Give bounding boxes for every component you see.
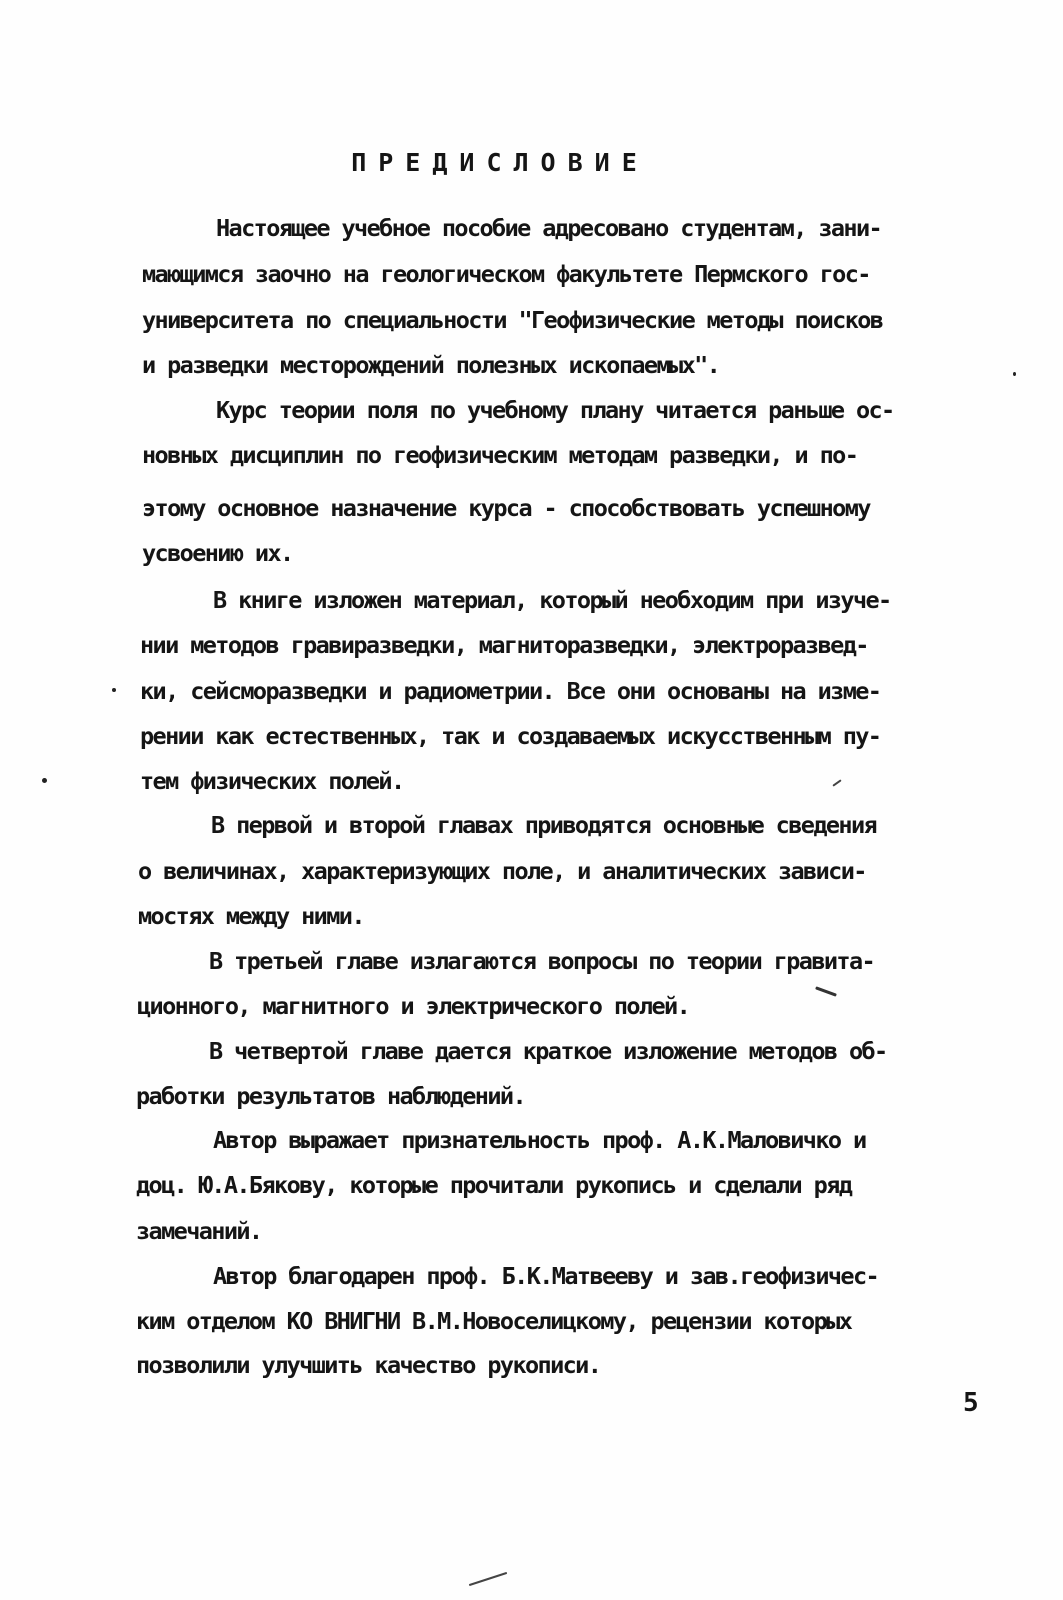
scan-speck <box>112 688 116 692</box>
scan-speck <box>469 1572 508 1586</box>
text-line: замечаний. <box>136 1217 262 1245</box>
text-line: ционного, магнитного и электрического полей. <box>137 992 690 1020</box>
text-line: тем физических полей. <box>140 767 404 795</box>
text-line: мающимся заочно на геологическом факультете Пермского гос- <box>142 260 870 288</box>
text-line: В книге изложен материал, который необходим при изуче- <box>213 586 891 614</box>
text-line: Автор выражает признательность проф. А.К.Маловичко и <box>213 1126 866 1154</box>
scan-speck <box>815 986 837 996</box>
scan-speck <box>1013 372 1016 376</box>
scan-speck <box>42 778 47 783</box>
text-line: В первой и второй главах приводятся основные сведения <box>211 811 877 839</box>
text-line: В четвертой главе дается краткое изложение методов об- <box>209 1037 887 1065</box>
page-title: ПРЕДИСЛОВИЕ <box>351 148 649 177</box>
text-line: доц. Ю.А.Бякову, которые прочитали рукопись и сделали ряд <box>136 1171 852 1199</box>
text-line: ки, сейсморазведки и радиометрии. Все они основаны на изме- <box>140 677 881 705</box>
text-line: Курс теории поля по учебному плану читается раньше ос- <box>216 396 894 424</box>
text-line: о величинах, характеризующих поле, и аналитических зависи- <box>138 857 866 885</box>
text-line: позволили улучшить качество рукописи. <box>136 1351 601 1379</box>
text-line: В третьей главе излагаются вопросы по теории гравита- <box>209 947 875 975</box>
text-line: новных дисциплин по геофизическим методам разведки, и по- <box>142 441 858 469</box>
scan-speck <box>832 779 841 786</box>
text-line: этому основное назначение курса - способствовать успешному <box>142 494 870 522</box>
text-line: университета по специальности "Геофизические методы поисков <box>142 306 883 334</box>
text-line: рении как естественных, так и создаваемых искусственным пу- <box>140 722 881 750</box>
text-line: ким отделом КО ВНИГНИ В.М.Новоселицкому, рецензии которых <box>136 1307 852 1335</box>
text-line: мостях между ними. <box>138 902 364 930</box>
text-line: работки результатов наблюдений. <box>136 1082 525 1110</box>
page-number: 5 <box>963 1388 979 1418</box>
text-line: усвоению их. <box>142 539 293 567</box>
text-line: Настоящее учебное пособие адресовано студентам, зани- <box>216 214 882 242</box>
text-line: и разведки месторождений полезных ископаемых". <box>142 351 720 379</box>
text-line: Автор благодарен проф. Б.К.Матвееву и зав.геофизичес- <box>213 1262 879 1290</box>
text-line: нии методов гравиразведки, магниторазведки, электроразвед- <box>140 631 868 659</box>
